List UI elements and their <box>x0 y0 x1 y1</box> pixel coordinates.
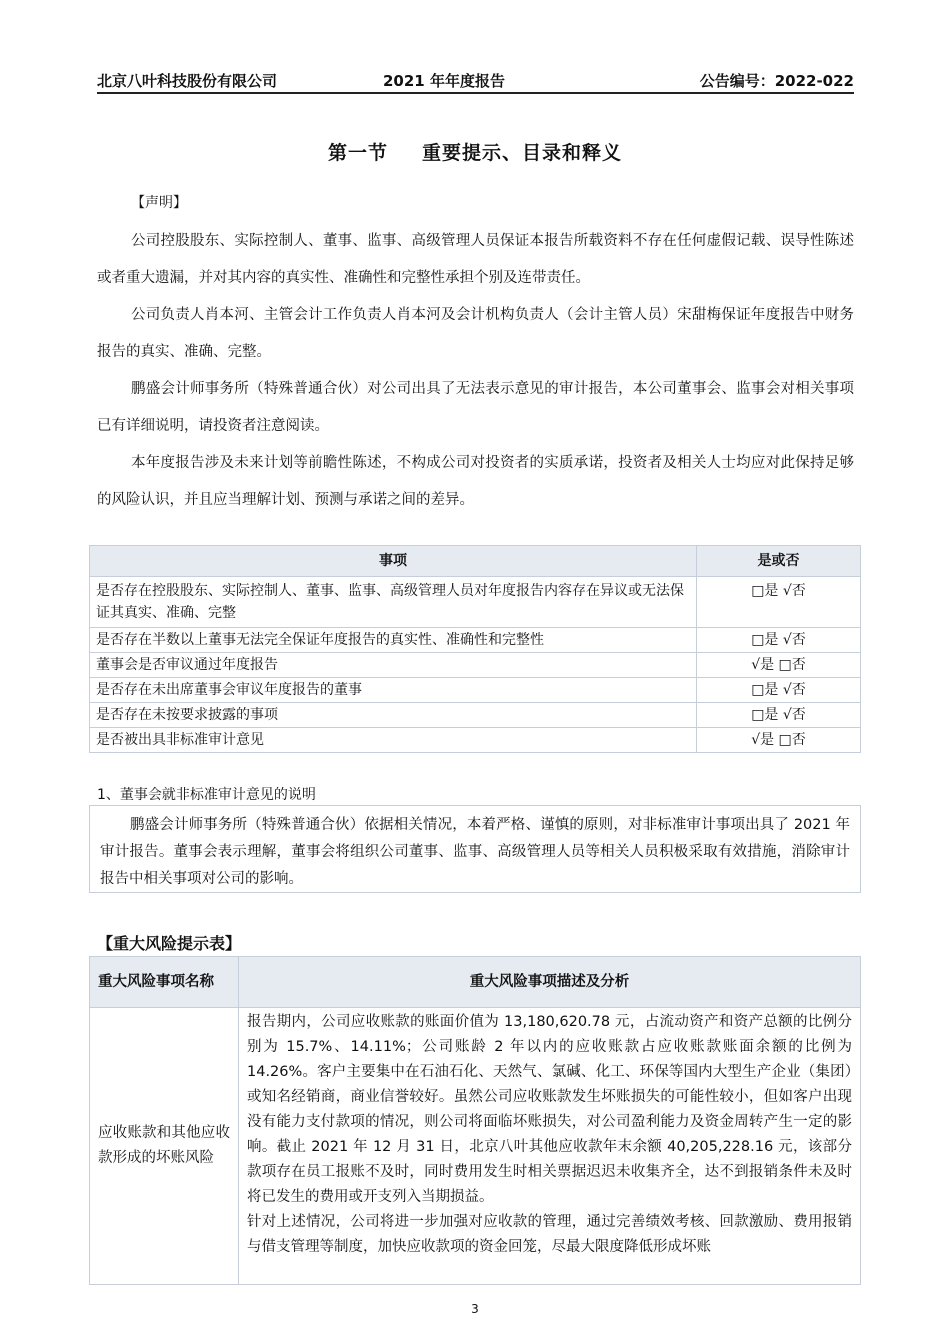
table-row <box>90 678 861 703</box>
table-row <box>90 703 861 728</box>
row-item: 是否被出具非标准审计意见 <box>90 728 697 753</box>
confirmation-table <box>89 545 861 753</box>
row-answer: □是 √否 <box>697 678 861 703</box>
statement-paragraph-1: 公司控股股东、实际控制人、董事、监事、高级管理人员保证本报告所载资料不存在任何虚假记载、误导性陈述或者重大遗漏，并对其内容的真实性、准确性和完整性承担个别及连带责任。 <box>97 233 854 286</box>
risk-table-title: 【重大风险提示表】 <box>97 934 242 953</box>
table-row <box>90 728 861 753</box>
section-name: 重要提示、目录和释义 <box>422 142 623 164</box>
opinion-box <box>89 805 861 893</box>
risk-description-paragraph-1: 报告期内，公司应收账款的账面价值为 13,180,620.78 元，占流动资产和资产总额的比例分别为 15.7%、14.11%；公司账龄 2 年以内的应收账款占应收账款账面余额的比例为 14.26%。客户主要集中在石油石化、天然气、氯碱、化工、环保等国内大型生产企业（集团）或知名经销商，商业信誉较好。虽然公司应收账款发生坏账损失的可能性较小，但如客户出现没有能力支付款项的情况，则公司将面临坏账损失，对公司盈利能力及资金周转产生一定的影响。截止 2021 年 12 月 31 日，北京八叶其他应收款年末余额 40,205,228.16 元，该部分款项存在员工报账不及时，同时费用发生时相关票据迟迟未收集齐全，达不到报销条件未及时将已发生的费用或开支列入当期损益。 <box>247 1014 852 1205</box>
statement-paragraph-3: 鹏盛会计师事务所（特殊普通合伙）对公司出具了无法表示意见的审计报告，本公司董事会、监事会对相关事项已有详细说明，请投资者注意阅读。 <box>97 381 854 434</box>
page-number: 3 <box>471 1302 479 1316</box>
column-header-item: 事项 <box>90 546 697 577</box>
header-company: 北京八叶科技股份有限公司 <box>97 72 278 90</box>
statement-paragraph-4: 本年度报告涉及未来计划等前瞻性陈述，不构成公司对投资者的实质承诺，投资者及相关人士均应对此保持足够的风险认识，并且应当理解计划、预测与承诺之间的差异。 <box>97 455 854 508</box>
risk-description-paragraph-2: 针对上述情况，公司将进一步加强对应收款的管理，通过完善绩效考核、回款激励、费用报销与借支管理等制度，加快应收款项的资金回笼，尽最大限度降低形成坏账 <box>247 1214 852 1255</box>
opinion-text: 鹏盛会计师事务所（特殊普通合伙）依据相关情况，本着严格、谨慎的原则，对非标准审计事项出具了 2021 年审计报告。董事会表示理解，董事会将组织公司董事、监事、高级管理人员等相关人员积极采取有效措施，消除审计报告中相关事项对公司的影响。 <box>100 817 850 887</box>
page-header <box>97 68 854 94</box>
statement-label: 【声明】 <box>131 195 187 211</box>
section-number: 第一节 <box>327 142 388 164</box>
row-item: 是否存在控股股东、实际控制人、董事、监事、高级管理人员对年度报告内容存在异议或无法保证其真实、准确、完整 <box>90 577 697 628</box>
risk-table <box>89 956 861 1285</box>
column-header-answer: 是或否 <box>697 546 861 577</box>
table-row <box>90 628 861 653</box>
row-item: 是否存在半数以上董事无法完全保证年度报告的真实性、准确性和完整性 <box>90 628 697 653</box>
row-answer: □是 √否 <box>697 703 861 728</box>
table-row <box>90 1008 861 1285</box>
table-header-row <box>90 546 861 577</box>
table-header-row <box>90 957 861 1008</box>
table-row <box>90 653 861 678</box>
risk-name: 应收账款和其他应收款形成的坏账风险 <box>90 1008 239 1285</box>
risk-description <box>239 1008 861 1285</box>
column-header-risk-desc: 重大风险事项描述及分析 <box>239 957 861 1008</box>
header-report-title: 2021 年年度报告 <box>383 72 505 90</box>
statement-paragraph-2: 公司负责人肖本河、主管会计工作负责人肖本河及会计机构负责人（会计主管人员）宋甜梅保证年度报告中财务报告的真实、准确、完整。 <box>97 307 854 360</box>
row-answer: √是 □否 <box>697 728 861 753</box>
row-item: 是否存在未按要求披露的事项 <box>90 703 697 728</box>
opinion-heading: 1、董事会就非标准审计意见的说明 <box>97 787 316 803</box>
column-header-risk-name: 重大风险事项名称 <box>90 957 239 1008</box>
row-answer: □是 √否 <box>697 577 861 628</box>
row-item: 董事会是否审议通过年度报告 <box>90 653 697 678</box>
row-answer: □是 √否 <box>697 628 861 653</box>
row-answer: √是 □否 <box>697 653 861 678</box>
row-item: 是否存在未出席董事会审议年度报告的董事 <box>90 678 697 703</box>
section-title <box>0 138 950 165</box>
table-row <box>90 577 861 628</box>
header-announcement-code: 公告编号：2022-022 <box>699 72 854 90</box>
